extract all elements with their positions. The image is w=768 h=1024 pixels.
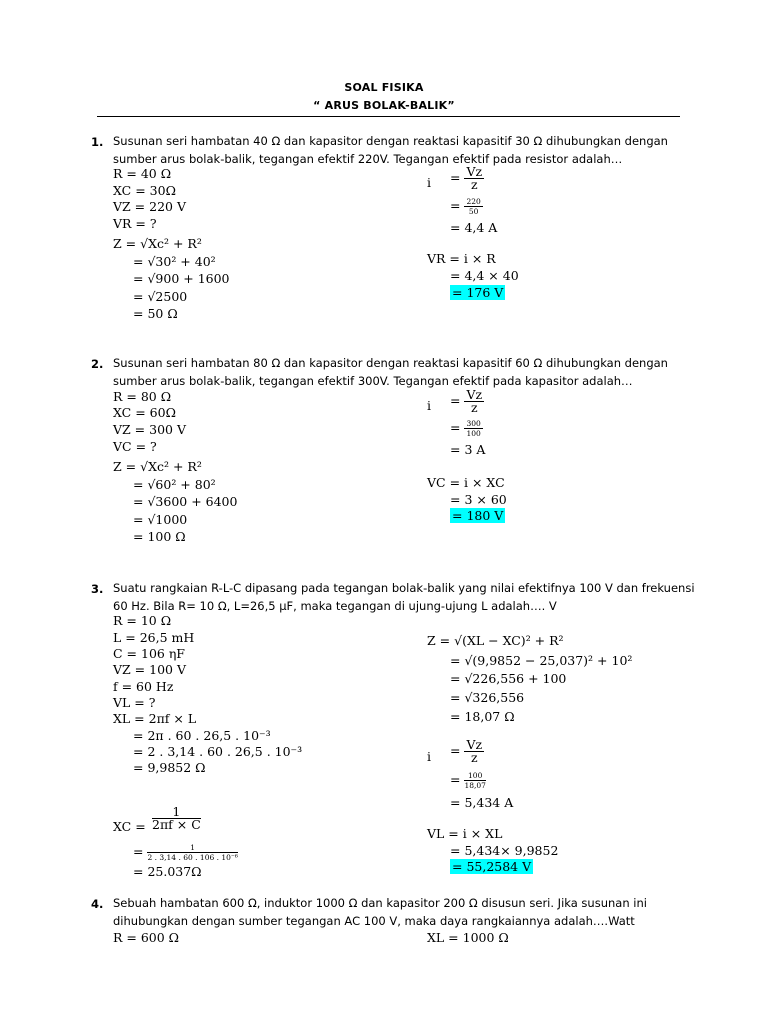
- problem-2-number: 2.: [91, 357, 104, 371]
- p1-answer: = 176 V: [452, 285, 504, 300]
- page-subtitle: “ ARUS BOLAK-BALIK”: [313, 99, 455, 112]
- p2-answer: = 180 V: [452, 508, 504, 523]
- p4-inductive-reactance: XL = 1000 Ω: [427, 930, 509, 945]
- problem-2-text: Susunan seri hambatan 80 Ω dan kapasitor dengan reaktasi kapasitif 60 Ω dihubungkan dengan sumber arus bolak-balik, tegangan efektif 300V. Tegangan efektif pada kapasitor adalah…: [113, 356, 668, 388]
- problem-1-number: 1.: [91, 135, 104, 149]
- title-rule: [97, 116, 680, 117]
- problem-4-text: Sebuah hambatan 600 Ω, induktor 1000 Ω dan kapasitor 200 Ω disusun seri. Jika susunan ini dihubungkan dengan sumber tegangan AC 100 V, maka daya rangkaiannya adalah….Watt: [113, 896, 647, 928]
- p4-resistance: R = 600 Ω: [113, 930, 180, 945]
- p3-answer: = 55,2584 V: [452, 859, 532, 874]
- problem-4-number: 4.: [91, 897, 104, 911]
- problem-1-text: Susunan seri hambatan 40 Ω dan kapasitor dengan reaktasi kapasitif 30 Ω dihubungkan dengan sumber arus bolak-balik, tegangan efektif 220V. Tegangan efektif pada resistor adalah…: [113, 134, 668, 166]
- problem-3-number: 3.: [91, 582, 104, 596]
- problem-3-text: Suatu rangkaian R-L-C dipasang pada tegangan bolak-balik yang nilai efektifnya 100 V dan frekuensi 60 Hz. Bila R= 10 Ω, L=26,5 μF, maka tegangan di ujung-ujung L adalah…. V: [113, 581, 695, 613]
- page-title: SOAL FISIKA: [344, 81, 424, 94]
